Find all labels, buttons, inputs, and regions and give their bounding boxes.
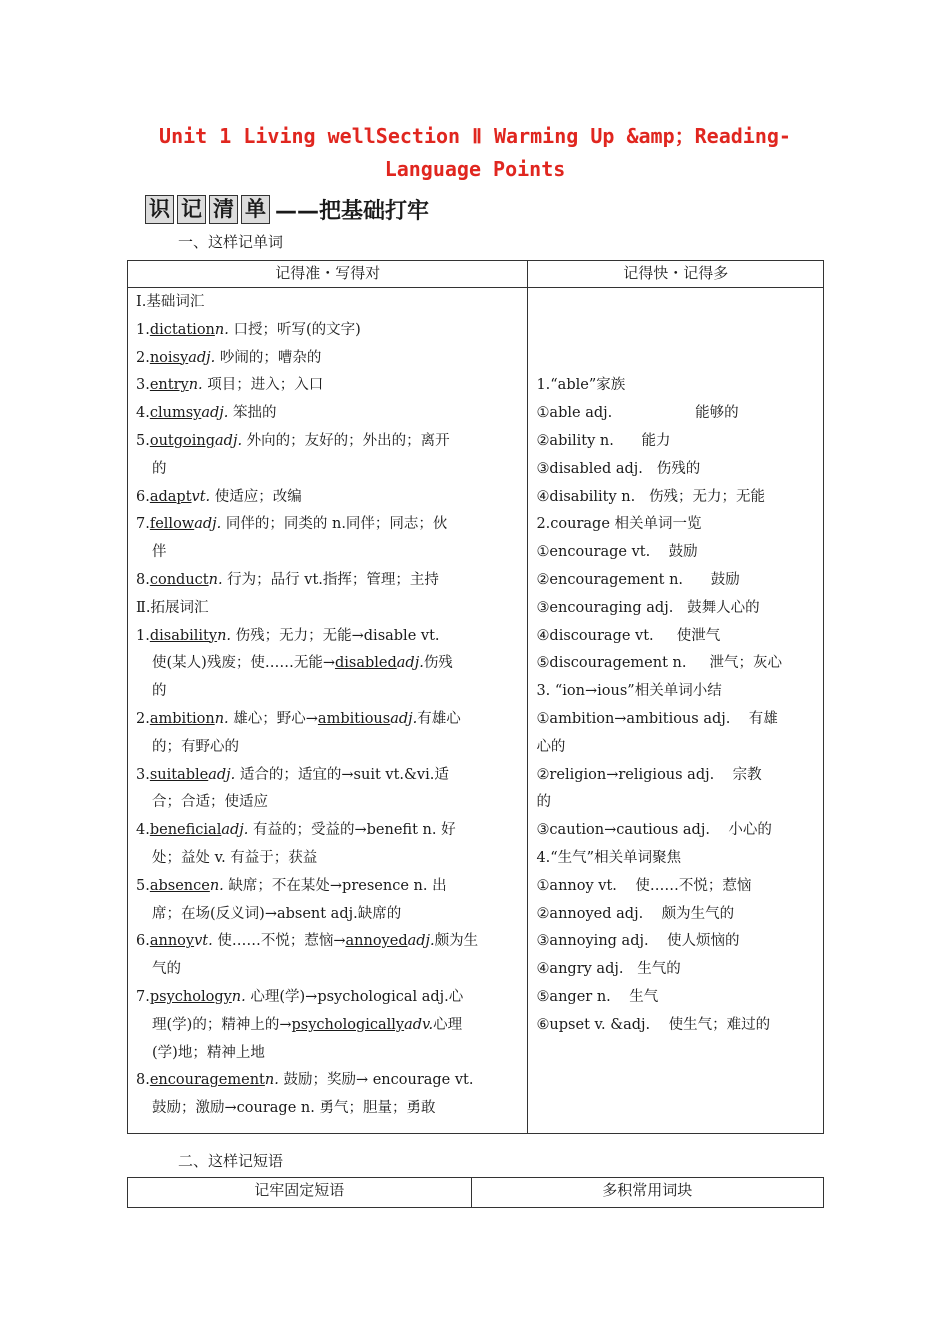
word-family-line: ③encouraging adj. 鼓舞人心的 xyxy=(536,599,760,616)
vocab-word: dictation xyxy=(149,321,215,338)
vocab-line xyxy=(136,595,521,623)
word-meaning: 适合的；适宜的→suit vt.&vi.适 xyxy=(235,766,449,783)
line-text: 伴 xyxy=(152,544,167,561)
vocab-word: noisy xyxy=(149,349,189,366)
vocab-word: entry xyxy=(149,377,189,394)
word-meaning: 项目；进入；入口 xyxy=(202,377,324,394)
vocab-line xyxy=(136,1067,521,1095)
line-text: 的；有野心的 xyxy=(152,738,239,755)
vocab-word: ambition xyxy=(149,710,215,727)
derived-word: psychologically xyxy=(291,1016,405,1033)
part-of-speech: n. xyxy=(208,571,223,588)
vocab-line xyxy=(136,539,521,567)
part-of-speech: n. xyxy=(217,627,232,644)
section-banner xyxy=(145,193,429,225)
word-meaning: 使……不悦；惹恼→ xyxy=(212,933,346,950)
vocab-line xyxy=(136,956,521,984)
word-family-line: ③annoying adj. 使人烦恼的 xyxy=(536,933,740,950)
item-number: 8. xyxy=(136,1072,150,1089)
title-line-1: Unit 1 Living wellSection Ⅱ Warming Up &amp；Reading- xyxy=(159,124,791,148)
word-meaning: 有雄心 xyxy=(417,710,461,727)
vocab-line xyxy=(136,511,521,539)
word-family-line: ②ability n. 能力 xyxy=(536,432,671,449)
item-number: 2. xyxy=(136,349,150,366)
line-text: 处；益处 v. 有益于；获益 xyxy=(152,849,318,866)
vocab-word: absence xyxy=(149,877,210,894)
part-of-speech: adj. xyxy=(390,710,418,727)
line-text: Ⅱ.拓展词汇 xyxy=(136,599,209,616)
vocab-word: conduct xyxy=(149,571,209,588)
banner-char: 识 xyxy=(145,195,174,224)
word-family-line: ⑤anger n. 生气 xyxy=(536,988,659,1005)
word-family-line xyxy=(536,345,817,373)
vocab-word: clumsy xyxy=(149,405,202,422)
table-header-fixed-phrases: 记牢固定短语 xyxy=(128,1178,472,1208)
vocab-word: adapt xyxy=(149,488,192,505)
line-text: Ⅰ.基础词汇 xyxy=(136,294,205,310)
word-meaning: 外向的；友好的；外出的；离开 xyxy=(242,432,450,449)
line-text: 的 xyxy=(152,460,167,477)
line-text: (学)地；精神上地 xyxy=(152,1044,265,1061)
word-family-line: 3. “ion→ious”相关单词小结 xyxy=(536,683,722,700)
vocab-line xyxy=(136,372,521,400)
vocab-word: annoy xyxy=(149,933,195,950)
part-of-speech: n. xyxy=(214,710,229,727)
word-family-line: ④discourage vt. 使泄气 xyxy=(536,627,721,644)
derived-word: disabled xyxy=(334,655,397,672)
item-number: 7. xyxy=(136,516,150,533)
vocab-line xyxy=(136,1040,521,1068)
word-family-line: ①ambition→ambitious adj. 有雄 xyxy=(536,710,778,727)
table-header-left: 记得准・写得对 xyxy=(128,261,528,288)
word-meaning: 笨拙的 xyxy=(228,405,277,422)
vocab-line xyxy=(136,928,521,956)
vocab-line xyxy=(136,789,521,817)
derived-word: annoyed xyxy=(345,933,408,950)
vocab-line xyxy=(136,345,521,373)
line-text: 气的 xyxy=(152,961,181,978)
part-of-speech: adj. xyxy=(188,349,216,366)
vocab-line xyxy=(136,734,521,762)
vocab-line xyxy=(136,456,521,484)
banner-char: 记 xyxy=(177,195,206,224)
word-meaning: 心理(学)→psychological adj.心 xyxy=(245,988,464,1005)
word-meaning: 鼓励；奖励→ encourage vt. xyxy=(278,1072,474,1089)
word-family-line xyxy=(536,289,817,317)
word-meaning: 同伴的；同类的 n.同伴；同志；伙 xyxy=(221,516,448,533)
word-family-line: ①encourage vt. 鼓励 xyxy=(536,544,698,561)
part-of-speech: adj. xyxy=(407,933,435,950)
word-family-line: 4.“生气”相关单词聚焦 xyxy=(536,849,682,866)
section-heading-phrases: 二、这样记短语 xyxy=(178,1152,284,1170)
vocab-line xyxy=(136,289,521,317)
part-of-speech: n. xyxy=(264,1072,279,1089)
vocab-word: psychology xyxy=(149,988,232,1005)
vocab-line xyxy=(136,1095,521,1123)
vocab-line xyxy=(136,706,521,734)
word-family-line: ②encouragement n. 鼓励 xyxy=(536,571,740,588)
vocab-word: disability xyxy=(149,627,218,644)
word-family-cell xyxy=(528,288,824,1134)
word-family-line: ①able adj. 能够的 xyxy=(536,405,739,422)
banner-char: 清 xyxy=(209,195,238,224)
word-family-line xyxy=(536,317,817,345)
word-meaning: 口授；听写(的文字) xyxy=(228,321,361,338)
item-number: 8. xyxy=(136,571,150,588)
part-of-speech: vt. xyxy=(194,933,213,950)
vocabulary-table xyxy=(127,260,824,1134)
item-number: 2. xyxy=(136,710,150,727)
vocab-line xyxy=(136,650,521,678)
word-family-line: ③caution→cautious adj. 小心的 xyxy=(536,822,772,839)
part-of-speech: vt. xyxy=(191,488,211,505)
word-meaning: 颇为生 xyxy=(434,933,479,950)
line-text: 鼓励；激励→courage n. 勇气；胆量；勇敢 xyxy=(152,1100,436,1117)
phrases-table xyxy=(127,1177,824,1208)
vocab-line xyxy=(136,678,521,706)
word-family-line: ②annoyed adj. 颇为生气的 xyxy=(536,905,735,922)
item-number: 5. xyxy=(136,877,150,894)
banner-subtitle: ——把基础打牢 xyxy=(275,198,430,224)
vocab-word: encouragement xyxy=(149,1072,265,1089)
line-text: 合；合适；使适应 xyxy=(152,794,268,811)
line-text: 的 xyxy=(152,683,167,700)
word-family-line: ⑥upset v. &adj. 使生气；难过的 xyxy=(536,1016,771,1033)
word-family-line: 的 xyxy=(536,794,551,811)
word-meaning: 心理 xyxy=(433,1016,463,1033)
item-number: 6. xyxy=(136,933,150,950)
vocab-line xyxy=(136,623,521,651)
title-line-2: Language Points xyxy=(384,157,566,181)
word-meaning: 有益的；受益的→benefit n. 好 xyxy=(248,822,456,839)
word-family-line: ④disability n. 伤残；无力；无能 xyxy=(536,488,766,505)
vocab-word: beneficial xyxy=(149,822,222,839)
word-meaning: 使适应；改编 xyxy=(210,488,302,505)
vocab-word: outgoing xyxy=(149,432,216,449)
item-number: 1. xyxy=(136,321,150,338)
item-number: 4. xyxy=(136,405,150,422)
vocab-line xyxy=(136,762,521,790)
line-text: 使(某人)残废；使……无能→ xyxy=(152,655,335,672)
word-meaning: 伤残；无力；无能→disable vt. xyxy=(231,627,440,644)
word-family-line: 心的 xyxy=(536,738,566,755)
part-of-speech: adj. xyxy=(215,432,243,449)
part-of-speech: n. xyxy=(209,877,224,894)
item-number: 4. xyxy=(136,822,150,839)
vocab-line xyxy=(136,567,521,595)
vocab-word: fellow xyxy=(149,516,195,533)
part-of-speech: adj. xyxy=(396,655,424,672)
item-number: 1. xyxy=(136,627,150,644)
part-of-speech: adj. xyxy=(201,405,229,422)
vocab-line xyxy=(136,484,521,512)
vocab-line xyxy=(136,984,521,1012)
word-meaning: 吵闹的；嘈杂的 xyxy=(215,349,322,366)
item-number: 3. xyxy=(136,766,150,783)
vocab-line xyxy=(136,873,521,901)
item-number: 7. xyxy=(136,988,150,1005)
derived-word: ambitious xyxy=(317,710,391,727)
banner-char: 单 xyxy=(241,195,270,224)
vocab-line xyxy=(136,317,521,345)
table-header-right: 记得快・记得多 xyxy=(528,261,824,288)
vocab-line xyxy=(136,1012,521,1040)
word-family-line: 1.“able”家族 xyxy=(536,377,626,394)
vocab-line xyxy=(136,400,521,428)
line-text: 席；在场(反义词)→absent adj.缺席的 xyxy=(152,905,402,922)
part-of-speech: adj. xyxy=(208,766,236,783)
item-number: 3. xyxy=(136,377,150,394)
vocab-line xyxy=(136,428,521,456)
word-meaning: 雄心；野心→ xyxy=(228,710,318,727)
part-of-speech: adj. xyxy=(194,516,222,533)
vocab-line xyxy=(136,901,521,929)
vocab-word: suitable xyxy=(149,766,209,783)
word-family-line: ④angry adj. 生气的 xyxy=(536,961,681,978)
part-of-speech: n. xyxy=(231,988,246,1005)
part-of-speech: n. xyxy=(188,377,203,394)
word-family-line: 2.courage 相关单词一览 xyxy=(536,516,702,533)
word-family-line: ③disabled adj. 伤残的 xyxy=(536,460,701,477)
word-family-line: ⑤discouragement n. 泄气；灰心 xyxy=(536,655,783,672)
section-heading-words: 一、这样记单词 xyxy=(178,233,284,251)
word-family-line: ②religion→religious adj. 宗教 xyxy=(536,766,762,783)
vocab-line xyxy=(136,845,521,873)
part-of-speech: adv. xyxy=(404,1016,434,1033)
word-family-line: ①annoy vt. 使……不悦；惹恼 xyxy=(536,877,752,894)
table-header-word-chunks: 多积常用词块 xyxy=(471,1178,824,1208)
part-of-speech: n. xyxy=(214,321,229,338)
vocab-line xyxy=(136,817,521,845)
part-of-speech: adj. xyxy=(221,822,249,839)
item-number: 5. xyxy=(136,432,150,449)
word-meaning: 缺席；不在某处→presence n. 出 xyxy=(223,877,447,894)
document-title xyxy=(140,120,810,186)
word-meaning: 行为；品行 vt.指挥；管理；主持 xyxy=(222,571,439,588)
line-text: 理(学)的；精神上的→ xyxy=(152,1016,292,1033)
word-meaning: 伤残 xyxy=(423,655,453,672)
item-number: 6. xyxy=(136,488,150,505)
basic-and-extended-words-cell xyxy=(128,288,528,1134)
